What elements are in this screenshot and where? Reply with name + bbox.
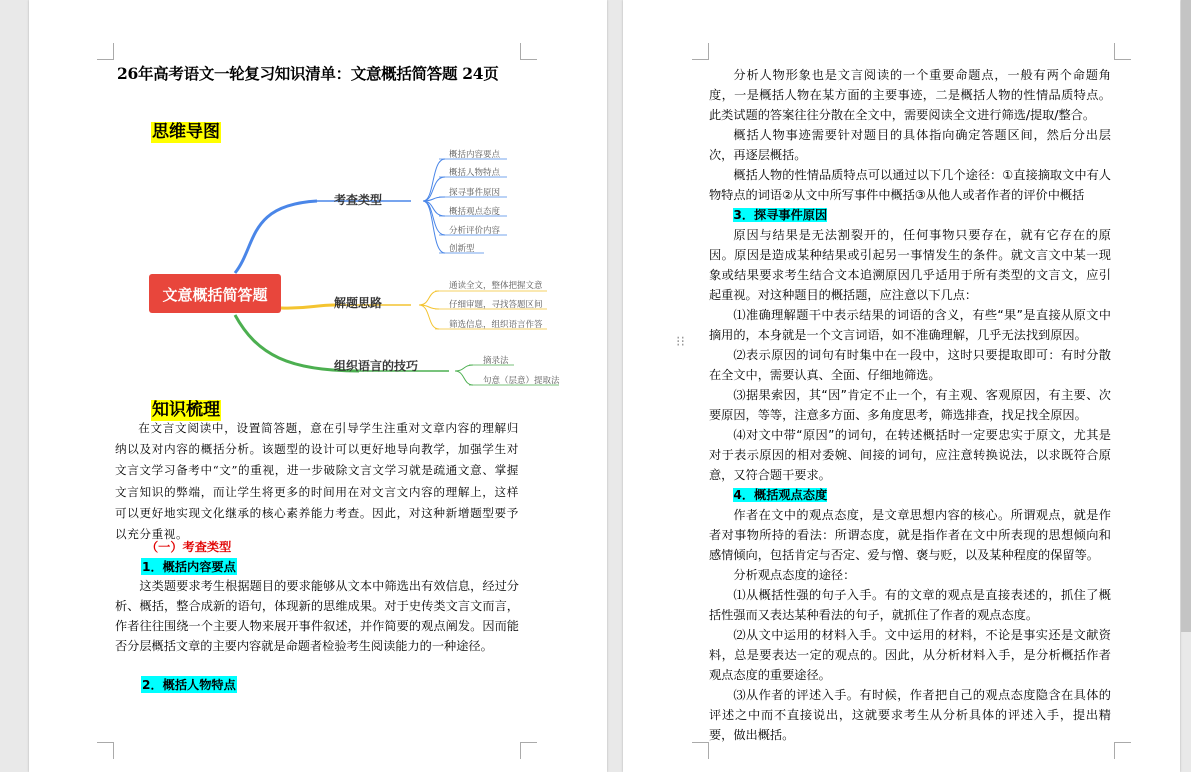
- subheading-row: [709, 485, 1111, 505]
- intro-paragraph: 在文言文阅读中，设置简答题，意在引导学生注重对文章内容的理解归纳以及对内容的概括分析。该题型的设计可以更好地导向教学，加强学生对文言文学习备考中“文”的重视，进一步破除文言文学习就是疏通文意、掌握文言知识的弊端，而让学生将更多的时间用在对文言文内容的理解上，这样可以更好地实现文化继承的核心素养能力考查。因此，对这种新增题型要予以充分重视。: [115, 421, 519, 542]
- crop-mark: [1114, 742, 1131, 759]
- document-page-left: [29, 0, 607, 772]
- mindmap-branch-label: 考查类型: [334, 193, 383, 207]
- paragraph: 作者在文中的观点态度，是文章思想内容的核心。所谓观点，就是作者对事物所持的看法：所谓态度，就是指作者在文中所表现的思想倾向和感情倾向，包括肯定与否定、爱与憎、褒与贬，以及某种程度的保留等。: [709, 508, 1111, 562]
- mindmap-leaf: 摘录法: [483, 356, 509, 366]
- mindmap-branch-label: 组织语言的技巧: [334, 359, 419, 373]
- mindmap-diagram: [139, 145, 560, 390]
- paragraph-content-points: 这类题要求考生根据题目的要求能够从文本中筛选出有效信息，经过分析、概括，整合成新的语句，体现新的思维成果。对于史传类文言文而言，作者往往围绕一个主要人物来展开事件叙述，并作简要的观点阐发。因而能否分层概括文章的主要内容就是命题者检验考生阅读能力的一种途径。: [115, 579, 519, 653]
- crop-mark: [520, 742, 537, 759]
- mindmap-connector: [419, 291, 439, 329]
- mindmap-heading: 思维导图: [152, 122, 220, 142]
- paragraph: 概括人物的性情品质特点可以通过以下几个途径：①直接摘取文中有人物特点的词语②从文中所写事件中概括③从他人或者作者的评价中概括: [709, 168, 1111, 202]
- section-heading-question-types: （一）考查类型: [146, 540, 232, 554]
- mindmap-connector: [423, 159, 445, 253]
- mindmap-leaf: 仔细审题，寻找答题区间: [449, 300, 543, 310]
- paragraph: 概括人物事迹需要针对题目的具体指向确定答题区间，然后分出层次，再逐层概括。: [709, 128, 1111, 162]
- mindmap-connector: [455, 365, 473, 385]
- subheading-content-points: 1．概括内容要点: [142, 560, 236, 574]
- mindmap-leaf: 通读全文，整体把握文意: [449, 281, 543, 291]
- mindmap-leaf: 概括观点态度: [449, 207, 501, 217]
- document-page-right: [623, 0, 1180, 772]
- mindmap-central-label: 文意概括简答题: [162, 286, 268, 304]
- paragraph: ⑶据果索因，其“因”肯定不止一个，有主观、客观原因，有主要、次要原因，等等，注意多方面、多角度思考，筛选排查，找足找全原因。: [709, 388, 1111, 422]
- crop-mark: [692, 742, 709, 759]
- crop-mark: [97, 43, 114, 60]
- subheading-viewpoint-attitude: 4．概括观点态度: [733, 488, 828, 502]
- paragraph: ⑴从概括性强的句子入手。有的文章的观点是直接表述的，抓住了概括性强而又表达某种看法的句子，就抓住了作者的观点态度。: [709, 588, 1111, 622]
- mindmap-connector: [281, 305, 335, 308]
- knowledge-heading: 知识梳理: [152, 400, 220, 420]
- mindmap-leaf: 概括人物特点: [449, 168, 501, 178]
- right-page-body: [709, 65, 1111, 745]
- crop-mark: [1114, 43, 1131, 60]
- crop-mark: [692, 43, 709, 60]
- document-title: 26年高考语文一轮复习知识清单：文意概括简答题 24页: [117, 64, 499, 83]
- mindmap-leaf: 探寻事件原因: [449, 188, 501, 198]
- mindmap-leaf: 创新型: [449, 244, 475, 254]
- vertical-scrollbar[interactable]: [1181, 0, 1191, 632]
- paragraph: ⑵表示原因的词句有时集中在一段中，这时只要提取即可：有时分散在全文中，需要认真、全面、仔细地筛选。: [709, 348, 1111, 382]
- drag-handle-icon[interactable]: ⁝⁝: [676, 334, 685, 350]
- crop-mark: [97, 742, 114, 759]
- mindmap-branch-label: 解题思路: [334, 296, 383, 310]
- mindmap-connector: [235, 201, 317, 273]
- paragraph: 原因与结果是无法割裂开的，任何事物只要存在，就有它存在的原因。原因是造成某种结果或引起另一事情发生的条件。就文言文中某一现象或结果要求考生结合文本追溯原因几乎适用于所有类型的文言文，应引起重视。对这种题目的概括题，应注意以下几点：: [709, 228, 1111, 302]
- mindmap-leaf: 概括内容要点: [449, 150, 501, 160]
- paragraph: 分析观点态度的途径：: [733, 568, 856, 582]
- paragraph: ⑶从作者的评述入手。有时候，作者把自己的观点态度隐含在具体的评述之中而不直接说出，这就要求考生从分析具体的评述入手，提出精要，做出概括。: [709, 688, 1111, 742]
- paragraph: ⑵从文中运用的材料入手。文中运用的材料，不论是事实还是文献资料，总是要表达一定的观点的。因此，从分析材料入手，是分析概括作者观点态度的重要途径。: [709, 628, 1111, 682]
- mindmap-leaf: 筛选信息，组织语言作答: [449, 320, 543, 330]
- mindmap-leaf: 句意（层意）提取法: [483, 376, 560, 386]
- crop-mark: [520, 43, 537, 60]
- subheading-character-traits: 2．概括人物特点: [142, 678, 236, 692]
- mindmap-leaf: 分析评价内容: [449, 226, 501, 236]
- subheading-row: [709, 205, 1111, 225]
- subheading-event-causes: 3．探寻事件原因: [733, 208, 828, 222]
- paragraph: 分析人物形象也是文言阅读的一个重要命题点，一般有两个命题角度，一是概括人物在某方面的主要事迹，二是概括人物的性情品质特点。此类试题的答案往往分散在全文中，需要阅读全文进行筛选/提取/整合。: [709, 68, 1111, 122]
- paragraph: ⑴准确理解题干中表示结果的词语的含义，有些“果”是直接从原文中摘用的，本身就是一个文言词语，如不准确理解，几乎无法找到原因。: [709, 308, 1111, 342]
- paragraph: ⑷对文中带“原因”的词句，在转述概括时一定要忠实于原文，尤其是对于表示原因的相对委婉、间接的词句，应注意转换说法，以求既符合原意，又符合题干要求。: [709, 428, 1111, 482]
